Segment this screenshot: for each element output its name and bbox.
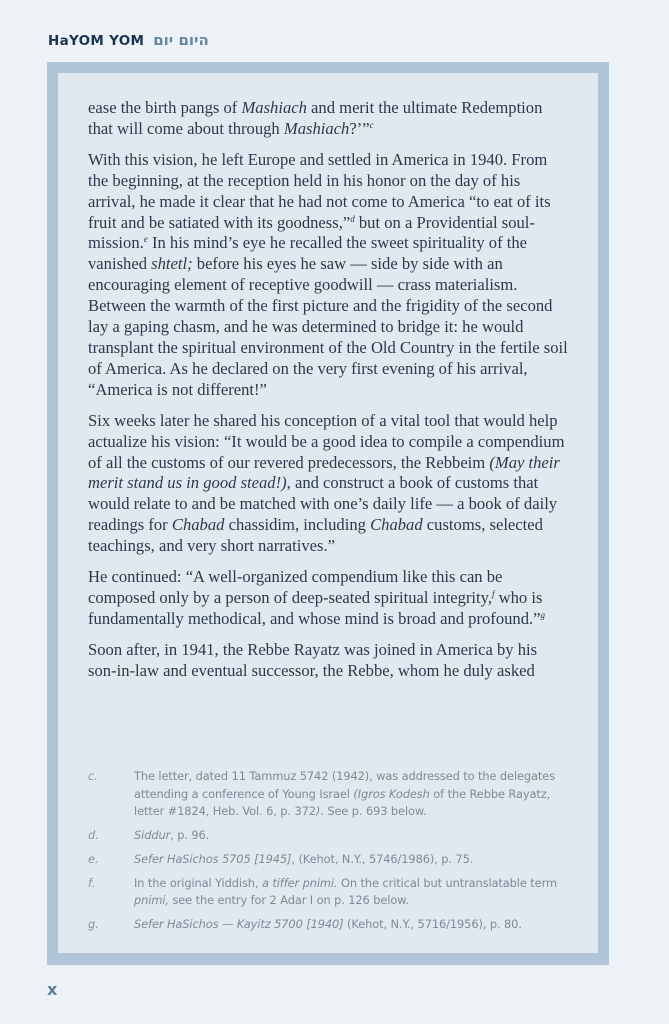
text-run: ease the birth pangs of (88, 98, 242, 117)
footnote-marker-c[interactable]: c (369, 119, 374, 130)
footnote (88, 875, 568, 910)
text-run: (Kehot, N.Y., 5716/1956), p. 80. (343, 916, 522, 931)
text-run: of the Rebbe Rayatz, letter #1824, Heb. Vol. 6, p. 372 (134, 786, 551, 819)
italic-text: Chabad (171, 515, 225, 535)
running-head (48, 31, 209, 49)
page-number: x (47, 980, 58, 999)
text-run: but on a Providential soul-mission. (88, 212, 535, 253)
footnote-text (134, 827, 568, 845)
text-run: Soon after, in 1941, the Rebbe Rayatz was joined in America by his son-in-law and eventual successor, the Rebbe, whom he duly asked (88, 639, 538, 680)
footnote-label: f. (88, 875, 96, 890)
body-paragraph (88, 411, 568, 557)
text-run: He continued: “A well-organized compendium like this can be composed only by a person of deep-seated spiritual integrity, (88, 567, 503, 607)
text-run: In the original Yiddish, (134, 875, 262, 890)
body-paragraph (88, 150, 568, 401)
italic-text: a tiffer pnimi. (261, 875, 338, 890)
text-run: before his eyes he saw — side by side with an encouraging element of receptive goodwill — crass materialism. Between the warmth of the first picture and the frigidity of the second lay a gaping chasm, and he was determined to bridge it: he would transplant the spiritual environment of the Old Country in the fertile soil of America. As he declared on the very first evening of his arrival, “America is not different!” (88, 254, 568, 399)
text-run: On the critical but untranslatable term (337, 875, 557, 890)
footnote-label: e. (88, 851, 99, 866)
italic-text: shtetl; (151, 254, 193, 274)
text-run: , and construct a book of customs that would relate to and be matched with one’s daily life — a book of daily readings for (88, 473, 558, 535)
content-panel (58, 73, 598, 953)
italic-text: Mashiach (241, 98, 307, 117)
footnote-label: d. (88, 828, 99, 843)
footnote-marker-f[interactable]: f (491, 588, 495, 599)
footnote-marker-e[interactable]: e (143, 234, 148, 245)
body-paragraph (88, 98, 568, 140)
footnote-text (134, 851, 568, 869)
text-run: In his mind’s eye he recalled the sweet spirituality of the vanished (88, 233, 528, 274)
text-run: With this vision, he left Europe and settled in America in 1940. From the beginning, at the reception held in his honor on the day of his arrival, he made it clear that he had not come to America “to eat of its fruit and be satiated with its goodness,” (88, 149, 551, 232)
italic-text: (Igros Kodesh (353, 786, 430, 801)
italic-text: Mashiach (283, 118, 350, 138)
text-run: , (Kehot, N.Y., 5746/1986), p. 75. (291, 851, 474, 866)
content-frame (47, 62, 609, 965)
body-text (88, 98, 568, 692)
text-run: customs, selected teachings, and very short narratives.” (88, 515, 543, 556)
text-run: who is fundamentally methodical, and whose mind is broad and profound.” (88, 587, 543, 628)
italic-text: (May their merit stand us in good stead!) (88, 452, 560, 493)
text-run: . See p. 693 below. (320, 804, 427, 819)
footnote-marker-g[interactable]: g (540, 609, 546, 620)
footnote (88, 768, 568, 821)
italic-text: ) (315, 804, 321, 819)
footnote-label: c. (88, 769, 98, 783)
footnote-text (134, 768, 568, 821)
footnote (88, 916, 568, 934)
italic-text: Sefer HaSichos 5705 [1945] (134, 851, 292, 866)
running-head-title: HaYOM YOM (48, 33, 145, 49)
text-run: and merit the ultimate Redemption that will come about through (88, 98, 543, 138)
text-run: see the entry for 2 Adar I on p. 126 below. (168, 893, 409, 908)
body-paragraph (88, 567, 568, 630)
running-head-hebrew-title: היום יום (153, 31, 209, 49)
footnote-label: g. (88, 916, 99, 931)
text-run: , p. 96. (170, 828, 210, 843)
text-run: Six weeks later he shared his conception of a vital tool that would help actualize his vision: “It would be a good idea to compile a compendium of all the customs of our revered predecessors, the Rebbeim (88, 410, 565, 472)
italic-text: Siddur (134, 828, 171, 843)
text-run: ?’” (349, 118, 370, 138)
italic-text: Chabad (370, 515, 423, 535)
footnote (88, 851, 568, 869)
footnote-marker-d[interactable]: d (350, 213, 355, 224)
text-run: chassidim, including (224, 515, 371, 535)
body-paragraph (88, 640, 568, 682)
italic-text: Sefer HaSichos — Kayitz 5700 [1940] (134, 916, 344, 931)
footnote-text (134, 916, 568, 934)
text-run: The letter, dated 11 Tammuz 5742 (1942), was addressed to the delegates attending a conference of Young Israel (134, 769, 556, 801)
footnote-text (134, 875, 568, 910)
italic-text: pnimi, (134, 893, 169, 908)
footnotes (88, 768, 568, 940)
footnote (88, 827, 568, 845)
